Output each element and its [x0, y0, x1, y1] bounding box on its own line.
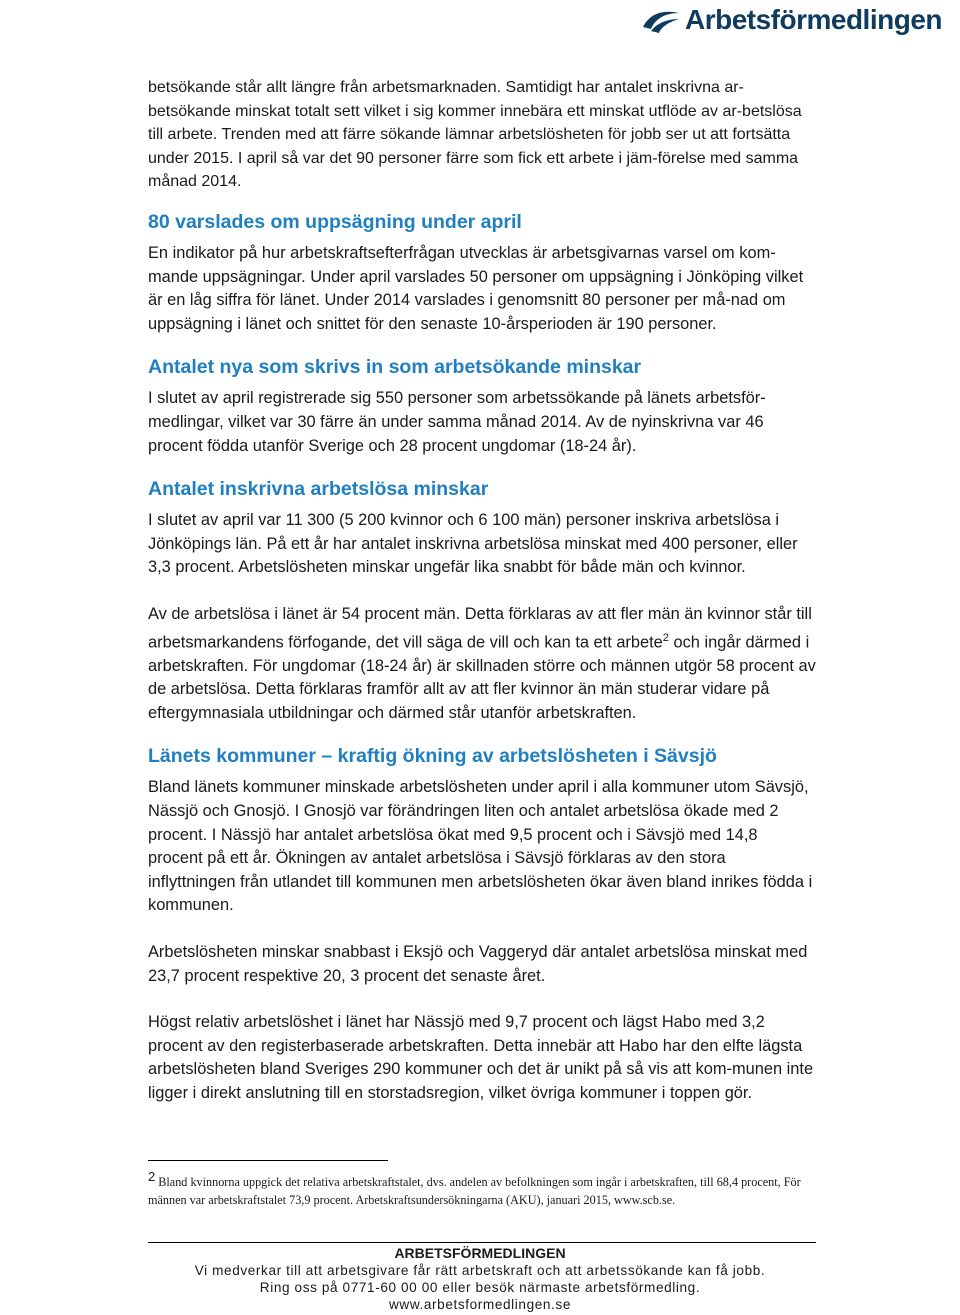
varsel-paragraph: En indikator på hur arbetskraftsefterfrågan utvecklas är arbetsgivarnas varsel om kom-mande uppsägningar. Under april varslades 50 personer om uppsägning i Jönköping vilket är en låg siffra för länet. Under 2014 varslades i genomsnitt 80 personer per må-nad om uppsägning i länet och snittet för den senaste 10-årsperioden är 190 personer.: [148, 243, 804, 333]
footnote-ref: 2: [662, 631, 669, 644]
footer-line-1: Vi medverkar till att arbetsgivare får rätt arbetskraft och att arbetssökande kan få jobb.: [194, 1263, 766, 1278]
nya-paragraph: I slutet av april registrerade sig 550 personer som arbetssökande på länets arbetsför-medlingar, vilket var 30 färre än under samma månad 2014. Av de nyinskrivna var 46 procent födda utanför Sverige och 28 procent ungdomar (18-24 år).: [148, 389, 766, 455]
inskrivna-paragraph: I slutet av april var 11 300 (5 200 kvinnor och 6 100 män) personer inskriva arbetslösa i Jönköpings län. På ett år har antalet inskrivna arbetslösa minskat med 400 personer, eller 3,3 procent. Arbetslösheten minskar ungefär lika snabbt för både män och kvinnor.: [148, 511, 798, 577]
footnote-divider: [148, 1160, 388, 1161]
document-body: [148, 76, 816, 1105]
footer-divider: [148, 1242, 816, 1243]
kommuner-heading: Länets kommuner – kraftig ökning av arbetslösheten i Sävsjö: [148, 745, 717, 768]
footer-line-2: Ring oss på 0771-60 00 00 eller besök närmaste arbetsförmedling.: [259, 1280, 701, 1295]
footer-website-link[interactable]: www.arbetsformedlingen.se: [389, 1297, 571, 1312]
footer-org: ARBETSFÖRMEDLINGEN: [394, 1245, 566, 1261]
nya-heading: Antalet nya som skrivs in som arbetsökande minskar: [148, 356, 642, 379]
man-text-b: och ingår därmed i arbetskraften. För ungdomar (18-24 år) är skillnaden större och männen utgör 58 procent av de arbetslösa. Detta förklaras framför allt av att fler kvinnor än män studerar vidare på eftergymnasiala utbildningar och därmed står utanför arbetskraften.: [148, 632, 816, 722]
man-text-a: Av de arbetslösa i länet är 54 procent män. Detta förklaras av att fler män än kvinnor står till arbetsmarkandens förfogande, det vill säga de vill och kan ta ett arbete: [148, 604, 812, 651]
logo-text: Arbetsförmedlingen: [684, 4, 942, 35]
varsel-heading: 80 varslades om uppsägning under april: [148, 210, 522, 233]
footnote: [148, 1168, 818, 1209]
inskrivna-heading: Antalet inskrivna arbetslösa minskar: [148, 478, 489, 501]
kommuner-paragraph: Bland länets kommuner minskade arbetslösheten under april i alla kommuner utom Sävsjö, Nässjö och Gnosjö. I Gnosjö var förändringen liten och antalet arbetslösa ökade med 2 procent. I Nässjö har antalet arbetslösa ökat med 9,5 procent och i Sävsjö med 14,8 procent på ett år. Ökningen av antalet arbetslösa i Sävsjö förklaras av den stora inflyttningen från utlandet till kommunen men arbetslösheten ökar även bland inrikes födda i kommunen.: [148, 778, 813, 915]
eksjo-paragraph: Arbetslösheten minskar snabbast i Eksjö och Vaggeryd där antalet arbetslösa minskat med 23,7 procent respektive 20, 3 procent det senaste året.: [148, 942, 808, 985]
intro-paragraph: betsökande står allt längre från arbetsmarknaden. Samtidigt har antalet inskrivna ar-betsökande minskat totalt sett vilket i sig kommer innebära ett minskat utflöde av ar-betslösa till arbete. Trenden med att färre sökande lämnar arbetslösheten för jobb ser ut att fortsätta under 2015. I april så var det 90 personer färre som fick ett arbete i jäm-förelse med samma månad 2014.: [148, 79, 802, 191]
nassjo-paragraph: Högst relativ arbetslöshet i länet har Nässjö med 9,7 procent och lägst Habo med 3,2 procent av den registerbaserade arbetskraften. Detta innebär att Habo har den elfte lägsta arbetslösheten bland Sveriges 290 kommuner och det är unikt på så vis att kom-munen inte ligger i direkt anslutning till en storstadsregion, vilket övriga kommuner i toppen gör.: [148, 1013, 814, 1102]
footnote-number: 2: [148, 1169, 156, 1184]
logo-swoosh-icon: [641, 5, 681, 35]
arbetsformedlingen-logo: [641, 4, 942, 36]
man-paragraph: [148, 603, 816, 725]
page-footer: [0, 1245, 960, 1313]
footnote-text: Bland kvinnorna uppgick det relativa arbetskraftstalet, dvs. andelen av befolkningen som ingår i arbetskraften, till 68,4 procent, För männen var arbetskraftstalet 73,9 procent. Arbetskraftsundersökningarna (AKU), januari 2015, www.scb.se.: [148, 1175, 801, 1208]
